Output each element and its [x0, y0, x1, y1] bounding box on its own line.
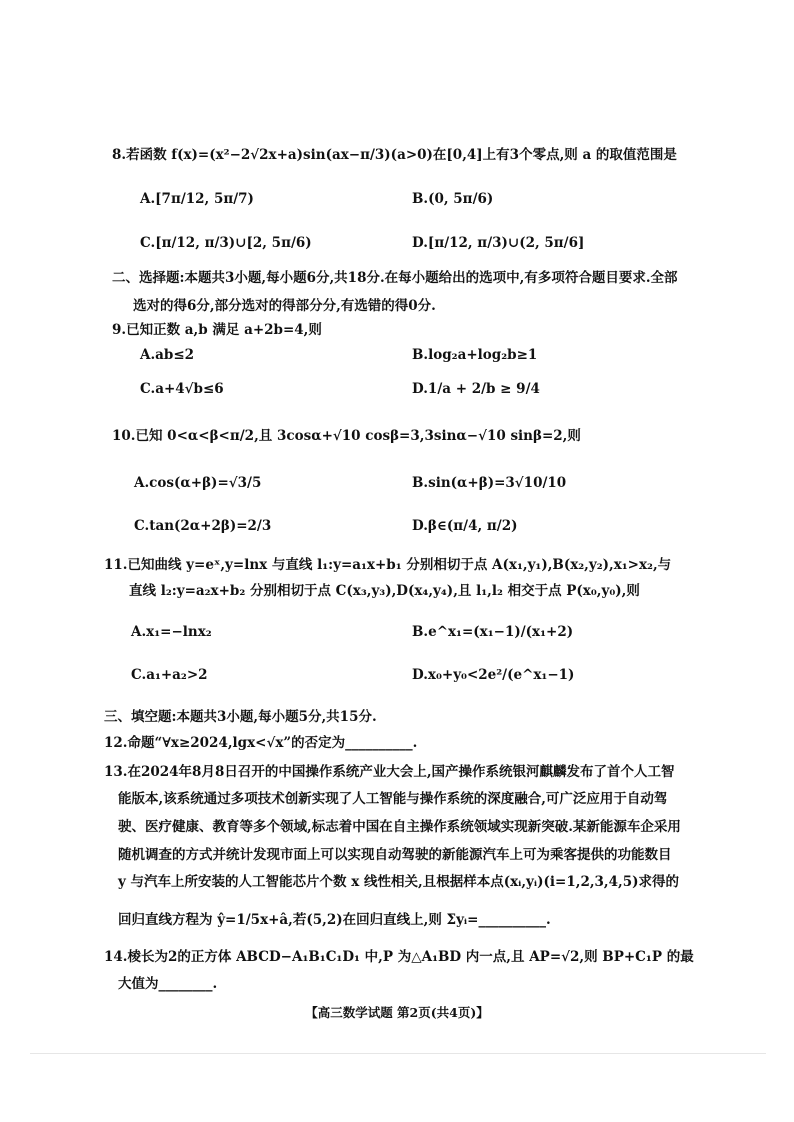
q8-option-d: D.[π/12, π/3)∪(2, 5π/6]	[412, 235, 585, 251]
q13-line-3: 驶、医疗健康、教育等多个领域,标志着中国在自主操作系统领域实现新突破.某新能源车企采用	[118, 819, 681, 835]
q10-option-a: A.cos(α+β)=√3/5	[134, 475, 262, 491]
q11-option-c: C.a₁+a₂>2	[131, 667, 208, 683]
q14-line-1: 14.棱长为2的正方体 ABCD−A₁B₁C₁D₁ 中,P 为△A₁BD 内一点,且 AP=√2,则 BP+C₁P 的最	[104, 949, 694, 965]
q8-option-b: B.(0, 5π/6)	[412, 191, 494, 207]
q11-option-b: B.e^x₁=(x₁−1)/(x₁+2)	[412, 624, 574, 640]
q8-option-c: C.[π/12, π/3)∪[2, 5π/6)	[140, 235, 312, 251]
q12-text: 12.命题“∀x≥2024,lgx<√x”的否定为__________.	[104, 735, 418, 751]
q13-line-1: 13.在2024年8月8日召开的中国操作系统产业大会上,国产操作系统银河麒麟发布了首个人工智	[104, 764, 675, 780]
q13-line-5: y 与汽车上所安装的人工智能芯片个数 x 线性相关,且根据样本点(xᵢ,yᵢ)(i=1,2,3,4,5)求得的	[118, 874, 680, 890]
q9-option-a: A.ab≤2	[140, 347, 195, 363]
section2-title-cont: 选对的得6分,部分选对的得部分分,有选错的得0分.	[133, 298, 436, 314]
q8-stem: 8.若函数 f(x)=(x²−2√2x+a)sin(ax−π/3)(a>0)在[0,4]上有3个零点,则 a 的取值范围是	[112, 147, 677, 163]
q11-stem-line1: 11.已知曲线 y=eˣ,y=lnx 与直线 l₁:y=a₁x+b₁ 分别相切于点 A(x₁,y₁),B(x₂,y₂),x₁>x₂,与	[104, 557, 672, 573]
q13-line-4: 随机调查的方式并统计发现市面上可以实现自动驾驶的新能源汽车上可为乘客提供的功能数目	[118, 847, 672, 863]
q11-option-d: D.x₀+y₀<2e²/(e^x₁−1)	[412, 667, 575, 683]
q9-stem: 9.已知正数 a,b 满足 a+2b=4,则	[112, 322, 322, 338]
q11-option-a: A.x₁=−lnx₂	[131, 624, 212, 640]
q13-line-6: 回归直线方程为 ŷ=1/5x+â,若(5,2)在回归直线上,则 Σyᵢ=__________.	[118, 912, 551, 928]
q10-stem: 10.已知 0<α<β<π/2,且 3cosα+√10 cosβ=3,3sinα−√10 sinβ=2,则	[112, 428, 581, 444]
q8-option-a: A.[7π/12, 5π/7)	[140, 191, 254, 207]
page-footer: 【高三数学试题 第2页(共4页)】	[305, 1005, 489, 1020]
q10-option-d: D.β∈(π/4, π/2)	[412, 518, 518, 534]
q11-stem-line2: 直线 l₂:y=a₂x+b₂ 分别相切于点 C(x₃,y₃),D(x₄,y₄),且 l₁,l₂ 相交于点 P(x₀,y₀),则	[129, 583, 640, 599]
q9-option-c: C.a+4√b≤6	[140, 381, 224, 397]
q14-line-2: 大值为________.	[118, 976, 218, 992]
q9-option-d: D.1/a + 2/b ≥ 9/4	[412, 381, 540, 397]
q10-option-b: B.sin(α+β)=3√10/10	[412, 475, 567, 491]
section2-title: 二、选择题:本题共3小题,每小题6分,共18分.在每小题给出的选项中,有多项符合题目要求.全部	[112, 270, 678, 286]
q13-line-2: 能版本,该系统通过多项技术创新实现了人工智能与操作系统的深度融合,可广泛应用于自动驾	[118, 791, 668, 807]
bottom-divider	[30, 1053, 766, 1054]
q9-option-b: B.log₂a+log₂b≥1	[412, 347, 538, 363]
q10-option-c: C.tan(2α+2β)=2/3	[134, 518, 272, 534]
section3-title: 三、填空题:本题共3小题,每小题5分,共15分.	[104, 709, 377, 725]
